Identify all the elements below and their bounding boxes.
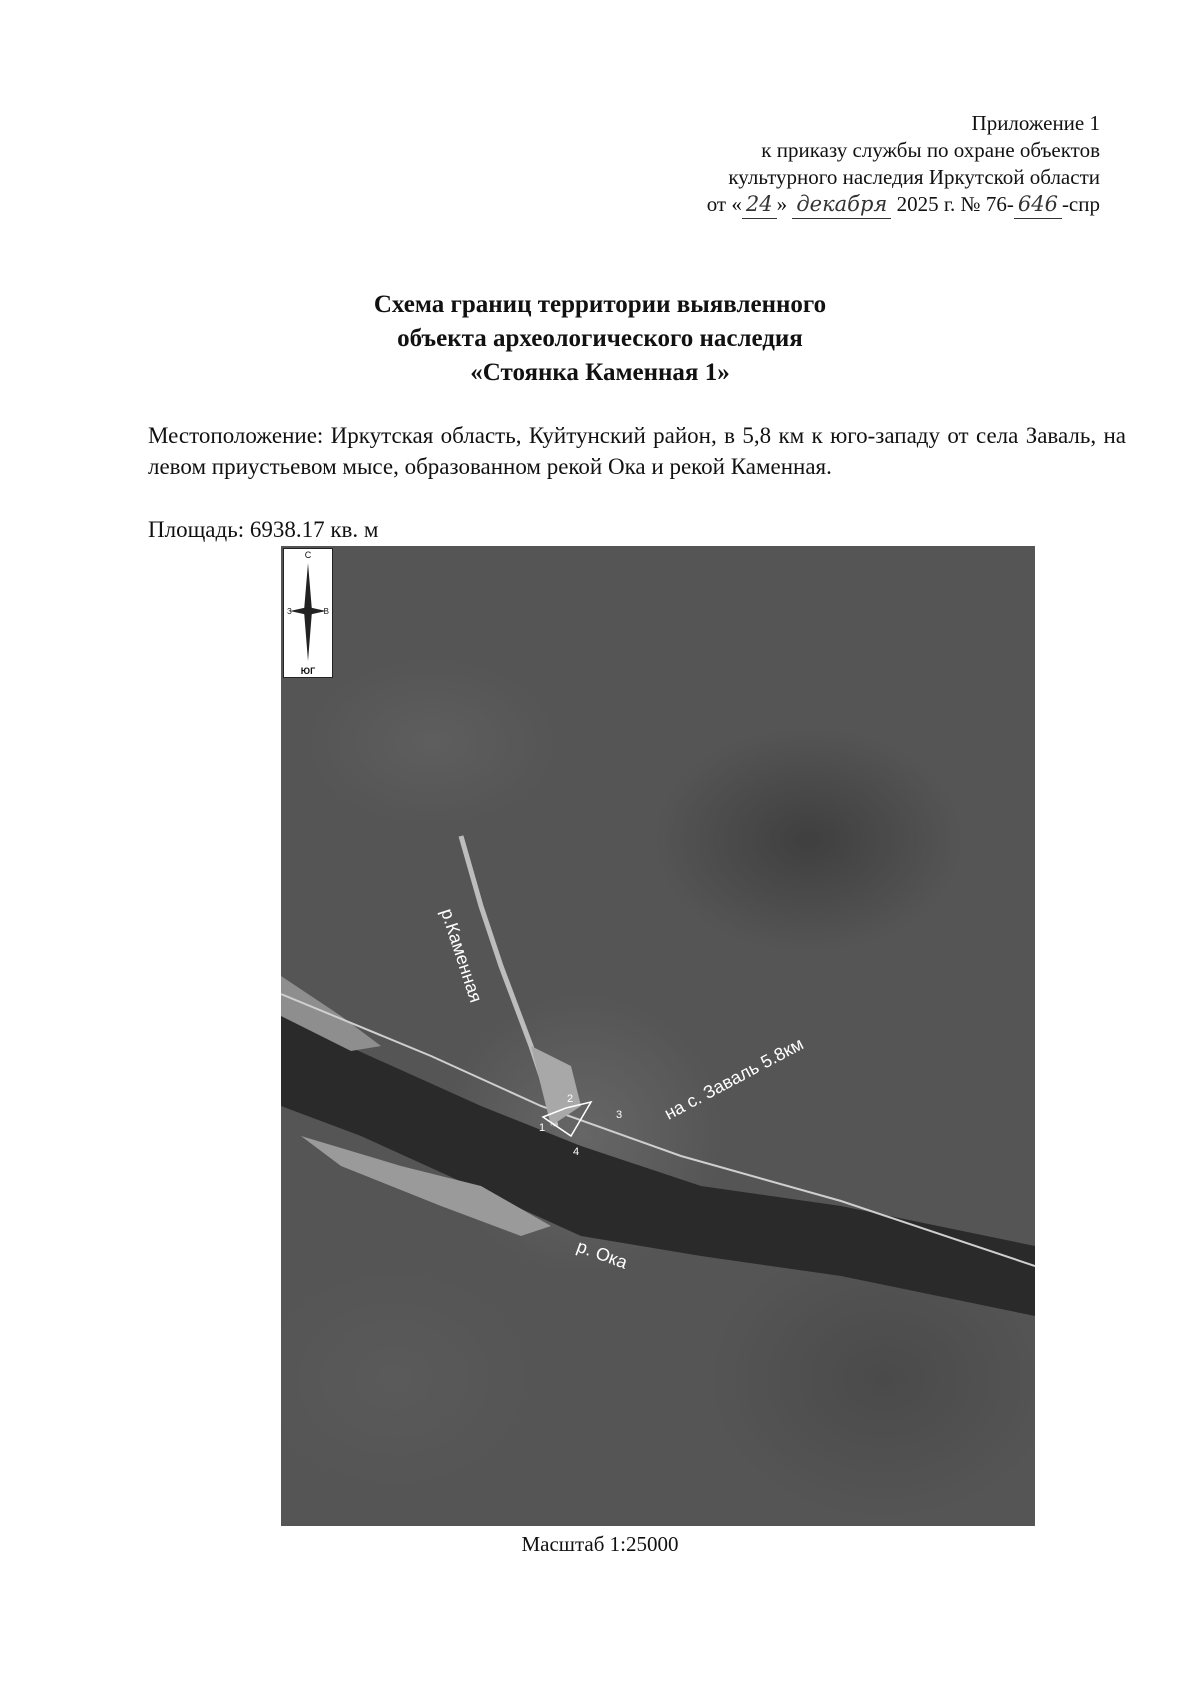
compass-north: С [304,550,312,560]
title-line-1: Схема границ территории выявленного [373,291,827,318]
point-label: 2 [567,1093,574,1105]
date-month: декабря [792,191,891,219]
compass-east: В [323,607,329,616]
label-direction-zaval: на с. Заваль 5.8км [661,1033,807,1124]
title-line-3: «Стоянка Каменная 1» [470,359,730,386]
kamennaya-mouth [531,1046,581,1126]
compass-south: ЮГ [300,666,316,676]
date-mid: » [776,192,788,216]
satellite-map [281,546,1035,1526]
date-prefix: от « [706,192,742,216]
appendix-line-1: Приложение 1 [971,111,1100,135]
date-year: 2025 г. № 76- [896,192,1014,216]
area-text: Площадь: 6938.17 кв. м [148,517,379,542]
appendix-date-line [707,191,1100,219]
point-label: 3 [616,1109,623,1121]
appendix-line-3: культурного наследия Иркутской области [728,165,1100,189]
point-label: 4 [573,1146,580,1158]
title-line-2: объекта археологического наследия [397,325,803,352]
compass [283,548,333,678]
compass-west: З [287,607,292,616]
location-text: Местоположение: Иркутская область, Куйтунский район, в 5,8 км к юго-западу от села Заваль, на левом приустьевом мысе, образованном рекой Ока и рекой Каменная. [148,423,1126,479]
order-suffix: -спр [1061,192,1100,216]
map-features [281,546,1035,1526]
appendix-header [707,110,1100,219]
point-label: 1 [539,1122,546,1134]
appendix-line-2: к приказу службы по охране объектов [761,138,1100,162]
label-river-oka: р. Ока [574,1236,631,1273]
date-day: 24 [742,191,777,219]
document-title [0,288,1200,390]
map-scale: Масштаб 1:25000 [521,1532,679,1556]
label-river-kamennaya: р.Каменная [436,906,487,1005]
order-number: 646 [1014,191,1062,219]
